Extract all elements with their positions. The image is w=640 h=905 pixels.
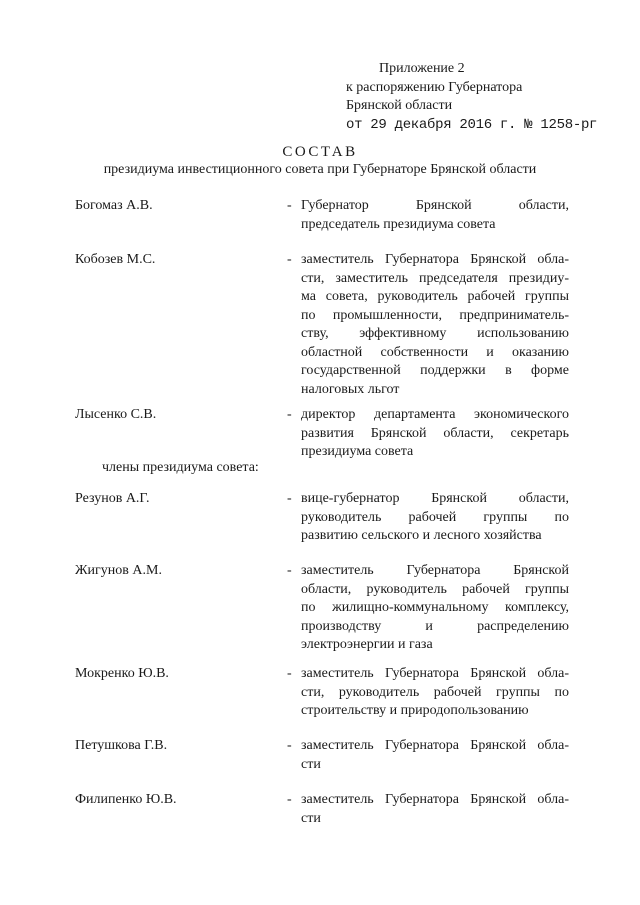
member-role-line: налоговых льгот [301, 381, 400, 397]
member-dash: - [287, 252, 292, 267]
member-role-line: Губернатор Брянской области, [301, 198, 569, 213]
member-dash: - [287, 563, 292, 578]
appendix-date-number: от 29 декабря 2016 г. № 1258-рг [346, 116, 598, 133]
member-dash: - [287, 198, 292, 213]
member-role-line: областной собственности и оказанию [301, 344, 569, 360]
member-role [301, 406, 569, 462]
member-role-line: председатель президиума совета [301, 216, 496, 232]
member-role-line: сти, заместитель председателя президиу- [301, 270, 569, 286]
member-role-line: руководитель рабочей группы по [301, 509, 569, 525]
member-name: Филипенко Ю.В. [75, 792, 177, 807]
member-role-line: развития Брянской области, секретарь [301, 425, 569, 441]
appendix-number: Приложение 2 [379, 61, 465, 76]
member-name: Лысенко С.В. [75, 407, 157, 422]
member-role-line: президиума совета [301, 444, 414, 459]
member-role [301, 251, 569, 399]
member-role-line: производству и распределению [301, 618, 569, 634]
member-role-line: сти [301, 756, 321, 772]
member-role-line: сти [301, 810, 321, 826]
member-dash: - [287, 407, 292, 422]
member-role [301, 665, 569, 721]
member-dash: - [287, 792, 292, 807]
member-name: Жигунов А.М. [75, 563, 162, 578]
member-role [301, 791, 569, 828]
member-role [301, 737, 569, 774]
member-name: Петушкова Г.В. [75, 738, 168, 753]
member-role [301, 562, 569, 655]
member-role-line: по жилищно-коммунальному комплексу, [301, 600, 569, 615]
member-role [301, 490, 569, 546]
member-role [301, 197, 569, 234]
member-role-line: вице-губернатор Брянской области, [301, 491, 569, 506]
member-role-line: заместитель Губернатора Брянской обла- [301, 738, 569, 753]
document-subtitle: президиума инвестиционного совета при Губернаторе Брянской области [103, 162, 537, 177]
member-name: Кобозев М.С. [75, 252, 156, 267]
member-role-line: области, руководитель рабочей группы [301, 581, 569, 597]
member-name: Резунов А.Г. [75, 491, 150, 506]
member-role-line: электроэнергии и газа [301, 637, 433, 652]
member-role-line: сти, руководитель рабочей группы по [301, 684, 569, 700]
document-title: СОСТАВ [282, 144, 358, 160]
member-role-line: заместитель Губернатора Брянской обла- [301, 666, 569, 681]
member-role-line: заместитель Губернатора Брянской обла- [301, 792, 569, 807]
member-role-line: государственной поддержки в форме [301, 363, 569, 378]
member-dash: - [287, 666, 292, 681]
member-role-line: развитию сельского и лесного хозяйства [301, 528, 542, 543]
member-role-line: директор департамента экономического [301, 407, 569, 422]
member-role-line: заместитель Губернатора Брянской [301, 563, 569, 578]
members-label: члены президиума совета: [102, 460, 259, 475]
member-role-line: заместитель Губернатора Брянской обла- [301, 252, 569, 267]
member-role-line: по промышленности, предприниматель- [301, 307, 569, 323]
appendix-order-ref: к распоряжению Губернатора [346, 79, 523, 95]
member-name: Богомаз А.В. [75, 198, 153, 213]
member-role-line: ству, эффективному использованию [301, 326, 569, 341]
appendix-region: Брянской области [346, 98, 453, 113]
member-role-line: ма совета, руководитель рабочей группы [301, 289, 569, 304]
member-name: Мокренко Ю.В. [75, 666, 169, 681]
appendix-header [346, 60, 597, 134]
member-dash: - [287, 738, 292, 753]
member-dash: - [287, 491, 292, 506]
member-role-line: строительству и природопользованию [301, 703, 529, 718]
